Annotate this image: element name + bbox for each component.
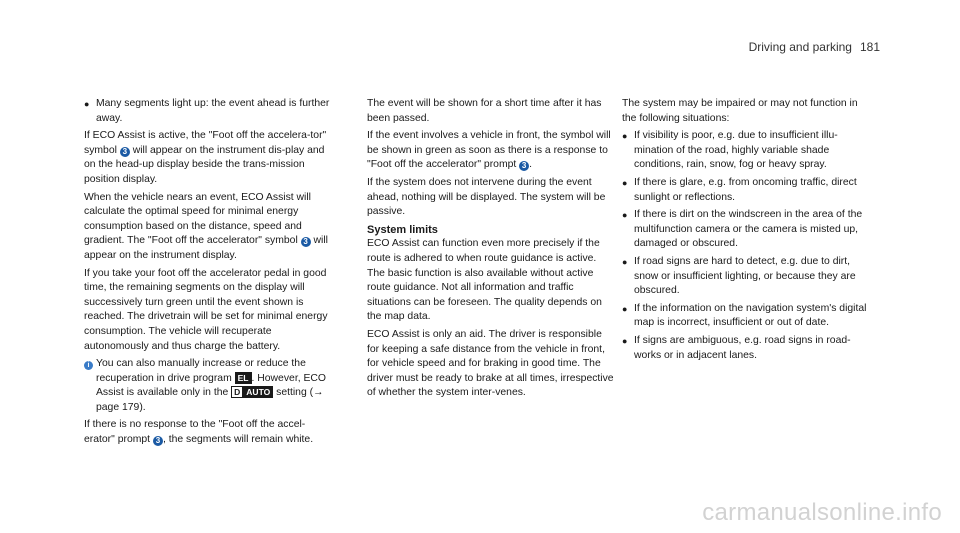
watermark: carmanualsonline.info bbox=[702, 499, 942, 526]
paragraph: If there is no response to the "Foot off the accel-erator" prompt 3 , the segments will remain white. bbox=[84, 419, 314, 446]
bullet-icon: ● bbox=[622, 177, 628, 188]
page-number: 181 bbox=[859, 40, 880, 54]
auto-icon: AUTO bbox=[243, 386, 273, 398]
paragraph: If ECO Assist is active, the "Foot off the accelera-tor" symbol 3 will appear on the instrument dis-play and on the head-up display beside the trans-mission position display. bbox=[84, 130, 327, 185]
list-item: ● If road signs are hard to detect, e.g. due to dirt, snow or insufficient lighting, or because they are obscured. bbox=[622, 255, 870, 299]
list-item: ● Many segments light up: the event ahead is further away. bbox=[84, 97, 332, 126]
list-item: ● If visibility is poor, e.g. due to insufficient illu-mination of the road, highly variable shade conditions, rain, snow, fog or heavy spray. bbox=[622, 129, 870, 173]
bullet-icon: ● bbox=[622, 335, 628, 346]
drive-d-icon: D bbox=[231, 386, 243, 398]
list-item: ● If there is dirt on the windscreen in the area of the multifunction camera or the camera is misted up, damaged or obscured. bbox=[622, 208, 870, 252]
info-icon: i bbox=[84, 361, 93, 370]
bullet-icon: ● bbox=[622, 256, 628, 267]
column-middle bbox=[367, 97, 615, 404]
paragraph: The system may be impaired or may not function in the following situations: bbox=[622, 98, 858, 124]
list-item: ● If signs are ambiguous, e.g. road signs in road-works or in adjacent lanes. bbox=[622, 334, 870, 363]
paragraph: If the event involves a vehicle in front, the symbol will be shown in green as soon as there is a response to "Foot off the accelerator" prompt 3 . bbox=[367, 130, 611, 171]
page-arrow-icon: → bbox=[313, 387, 324, 399]
paragraph: If you take your foot off the accelerator pedal in good time, the remaining segments on the display will successively turn green until the event shown is reached. The drivetrain will be set for minimal energy consumption. The vehicle will recuperate autonomously and thus charge the battery. bbox=[84, 267, 328, 352]
callout-marker-icon: 3 bbox=[120, 147, 130, 157]
chapter-title: Driving and parking bbox=[748, 40, 852, 54]
callout-marker-icon: 3 bbox=[301, 237, 311, 247]
bullet-icon: ● bbox=[84, 99, 90, 109]
list-item: ● If the information on the navigation system's digital map is incorrect, insufficient or out of date. bbox=[622, 302, 870, 331]
page-header bbox=[749, 40, 880, 54]
callout-marker-icon: 3 bbox=[519, 161, 529, 171]
bullet-icon: ● bbox=[622, 131, 628, 142]
drive-program-el-icon: EL bbox=[235, 372, 252, 384]
page-reference-link[interactable]: page 179). bbox=[96, 401, 146, 413]
column-left bbox=[84, 97, 332, 451]
callout-marker-icon: 3 bbox=[153, 436, 163, 446]
info-note: i You can also manually increase or reduce the recuperation in drive program EL . However, ECO Assist is available only in the D AUTO setting (→ page 179). bbox=[84, 357, 332, 415]
list-item: ● If there is glare, e.g. from oncoming traffic, direct sunlight or reflections. bbox=[622, 176, 870, 205]
paragraph: ECO Assist is only an aid. The driver is responsible for keeping a safe distance from the vehicle in front, for vehicle speed and for braking in good time. The driver must be ready to brake at all times, irrespective of whether the system inter-venes. bbox=[367, 328, 614, 399]
paragraph: When the vehicle nears an event, ECO Assist will calculate the optimal speed for minimal energy consumption based on the distance, speed and gradient. The "Foot off the accelerator" symbol 3 will appear on the instrument display. bbox=[84, 191, 328, 261]
paragraph: ECO Assist can function even more precisely if the route is adhered to when route guidance is active. The basic function is also available without active route guidance. Not all information and traffic situations can be foreseen. The quality depends on the map data. bbox=[367, 238, 602, 323]
column-right bbox=[622, 97, 870, 366]
paragraph: If the system does not intervene during the event ahead, nothing will be displayed. The system will be passive. bbox=[367, 176, 606, 218]
bullet-icon: ● bbox=[622, 303, 628, 314]
paragraph: The event will be shown for a short time after it has been passed. bbox=[367, 98, 602, 124]
section-heading: System limits bbox=[367, 223, 438, 236]
bullet-icon: ● bbox=[622, 210, 628, 221]
